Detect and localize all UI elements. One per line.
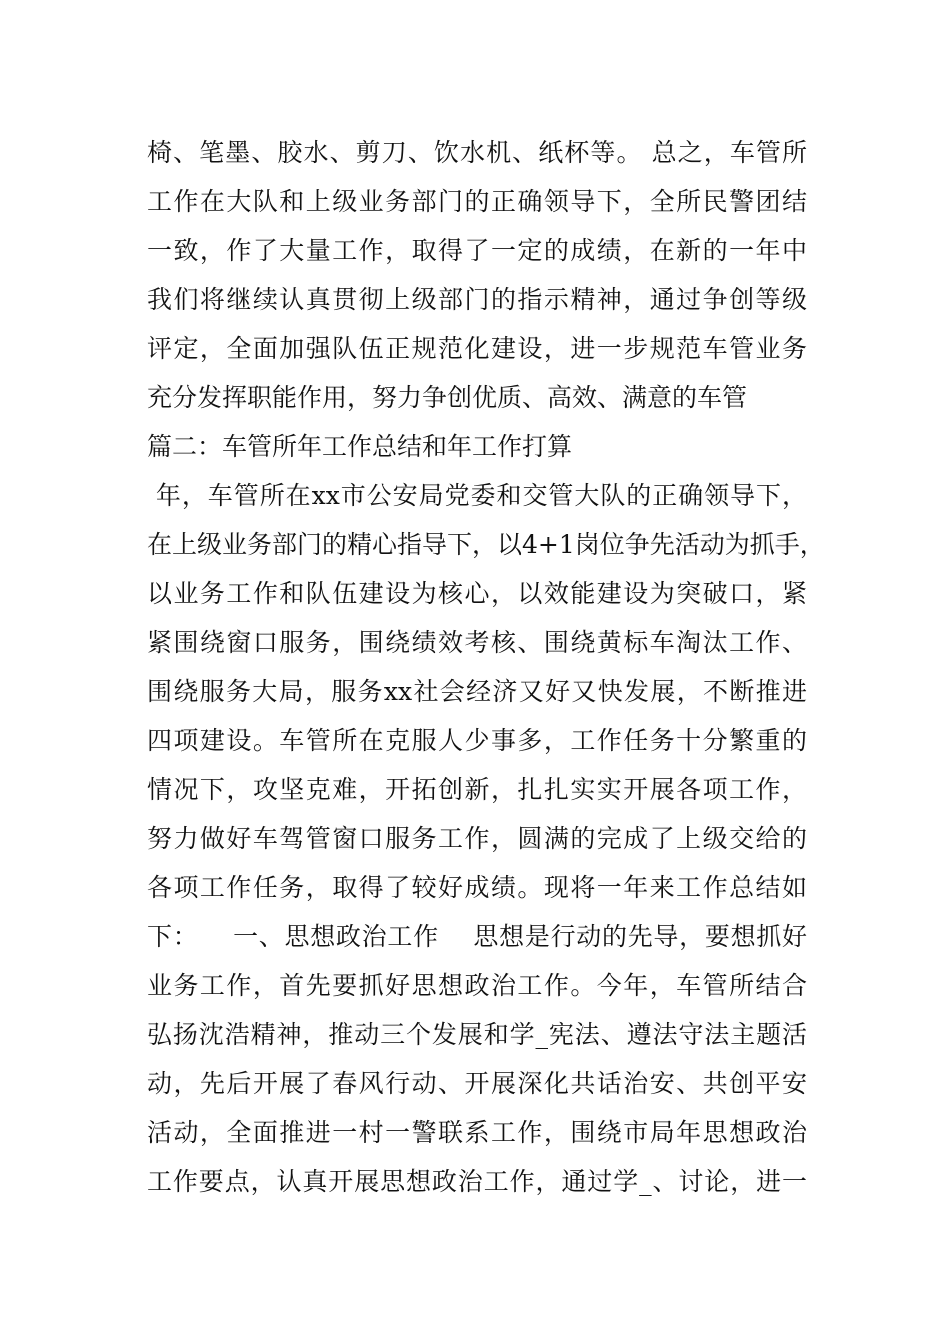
text-line: 工作要点，认真开展思想政治工作，通过学_、讨论，进一 [147,1167,807,1196]
text-line: 活动，全面推进一村一警联系工作，围绕市局年思想政治 [147,1118,807,1147]
text-line: 我们将继续认真贯彻上级部门的指示精神，通过争创等级 [147,285,807,314]
text-line: 评定，全面加强队伍正规范化建设，进一步规范车管业务 [147,334,807,363]
text-line: 情况下，攻坚克难，开拓创新，扎扎实实开展各项工作， [147,775,807,804]
text-line: 围绕服务大局，服务xx社会经济又好又快发展，不断推进 [147,677,807,706]
text-line: 紧围绕窗口服务，围绕绩效考核、围绕黄标车淘汰工作、 [147,628,807,657]
text-line: 下： 一、思想政治工作 思想是行动的先导，要想抓好 [147,922,807,951]
text-line: 业务工作，首先要抓好思想政治工作。今年，车管所结合 [147,971,807,1000]
text-line: 动，先后开展了春风行动、开展深化共话治安、共创平安 [147,1069,807,1098]
text-line: 各项工作任务，取得了较好成绩。现将一年来工作总结如 [147,873,807,902]
text-line: 一致，作了大量工作，取得了一定的成绩，在新的一年中 [147,236,807,265]
text-line: 椅、笔墨、胶水、剪刀、饮水机、纸杯等。 总之，车管所 [147,138,807,167]
section-heading: 篇二：车管所年工作总结和年工作打算 [147,432,573,461]
text-line: 努力做好车驾管窗口服务工作，圆满的完成了上级交给的 [147,824,807,853]
document-body [147,128,825,1206]
text-line: 以业务工作和队伍建设为核心，以效能建设为突破口，紧 [147,579,807,608]
text-line: 四项建设。车管所在克服人少事多，工作任务十分繁重的 [147,726,807,755]
text-line: 弘扬沈浩精神，推动三个发展和学_宪法、遵法守法主题活 [147,1020,807,1049]
text-line: 充分发挥职能作用，努力争创优质、高效、满意的车管 [147,383,748,412]
text-line: 在上级业务部门的精心指导下，以4+1岗位争先活动为抓手， [147,530,825,559]
text-line: 年，车管所在xx市公安局党委和交管大队的正确领导下， [147,481,807,510]
text-line: 工作在大队和上级业务部门的正确领导下，全所民警团结 [147,187,807,216]
